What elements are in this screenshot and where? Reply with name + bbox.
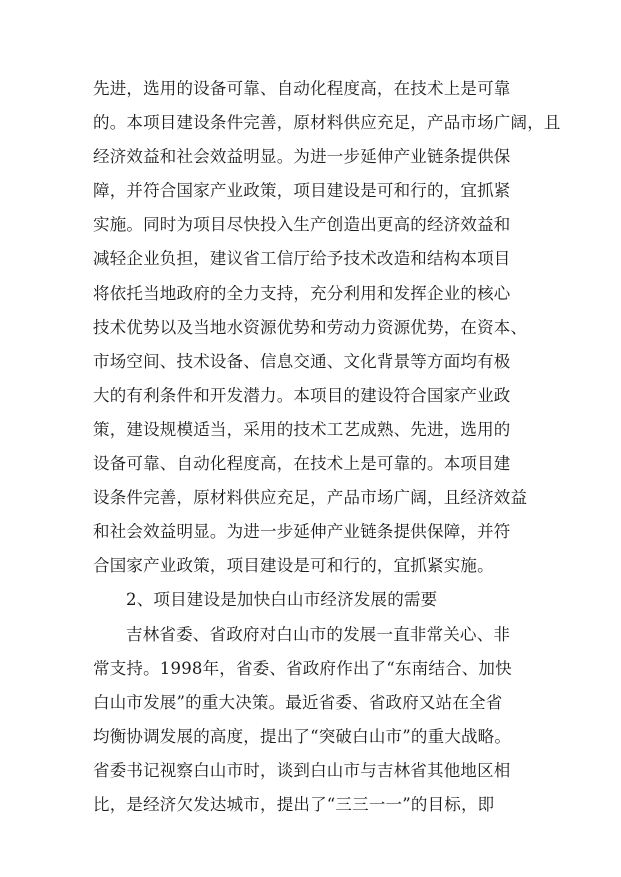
text-line-13: 设条件完善，原材料供应充足，产品市场广阔，且经济效益	[93, 488, 528, 508]
text-line-19: 白山市发展”的重大决策。最近省委、省政府又站在全省	[93, 692, 503, 712]
text-line-3: 经济效益和社会效益明显。为进一步延伸产业链条提供保	[93, 147, 511, 167]
text-line-1: 先进，选用的设备可靠、自动化程度高，在技术上是可靠	[93, 79, 511, 98]
text-line-22: 比，是经济欠发达城市，提出了“三三一一”的目标，即	[93, 794, 495, 814]
text-line-5: 实施。同时为项目尽快投入生产创造出更高的经济效益和	[93, 215, 511, 235]
text-line-15: 合国家产业政策，项目建设是可和行的，宜抓紧实施。	[93, 556, 494, 576]
text-line-14: 和社会效益明显。为进一步延伸产业链条提供保障，并符	[93, 522, 511, 542]
text-line-9: 市场空间、技术设备、信息交通、文化背景等方面均有极	[93, 351, 511, 371]
text-line-20: 均衡协调发展的高度，提出了“突破白山市”的重大战略。	[93, 726, 512, 746]
text-line-6: 减轻企业负担，建议省工信厅给予技术改造和结构本项目	[93, 249, 511, 269]
text-line-11: 策，建设规模适当，采用的技术工艺成熟、先进，选用的	[93, 419, 511, 439]
text-line-17: 吉林省委、省政府对白山市的发展一直非常关心、非	[126, 624, 511, 644]
text-line-10: 大的有利条件和开发潜力。本项目的建设符合国家产业政	[93, 385, 511, 405]
body-text	[93, 76, 561, 826]
text-line-2: 的。本项目建设条件完善，原材料供应充足，产品市场广阔，且	[93, 113, 561, 133]
section-heading: 2、项目建设是加快白山市经济发展的需要	[126, 590, 438, 610]
text-line-12: 设备可靠、自动化程度高，在技术上是可靠的。本项目建	[93, 454, 511, 474]
text-line-21: 省委书记视察白山市时，谈到白山市与吉林省其他地区相	[93, 760, 511, 780]
text-line-8: 技术优势以及当地水资源优势和劳动力资源优势，在资本、	[93, 317, 528, 337]
text-line-7: 将依托当地政府的全力支持，充分利用和发挥企业的核心	[93, 283, 511, 303]
text-line-18: 常支持。1998年，省委、省政府作出了“东南结合、加快	[93, 658, 512, 678]
text-line-4: 障，并符合国家产业政策，项目建设是可和行的，宜抓紧	[93, 181, 511, 201]
